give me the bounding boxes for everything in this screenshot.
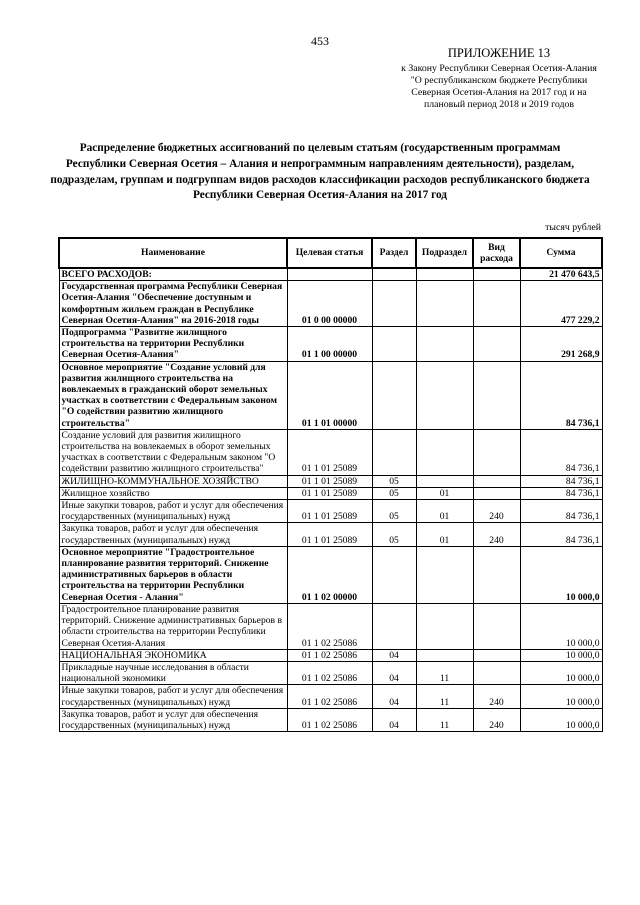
table-row: [59, 649, 602, 661]
cell-type: [473, 546, 520, 603]
table-row: [59, 268, 602, 281]
cell-subsection: 01: [416, 523, 473, 546]
page-number: 453: [311, 34, 329, 48]
cell-sum: 10 000,0: [520, 661, 602, 684]
header-type: Вид расхода: [473, 238, 520, 268]
cell-type: [473, 487, 520, 499]
cell-type: [473, 475, 520, 487]
cell-sum: 291 268,9: [520, 327, 602, 362]
table-header-row: [59, 238, 602, 268]
cell-name: Закупка товаров, работ и услуг для обеспечения государственных (муниципальных) нужд: [59, 708, 287, 731]
cell-name: Создание условий для развития жилищного строительства на вовлекаемых в оборот земельных участках в соответствии с Федеральным законом "О содействии развитию жилищного строительства": [59, 429, 287, 475]
cell-type: 240: [473, 500, 520, 523]
header-name: Наименование: [59, 238, 287, 268]
cell-name: Жилищное хозяйство: [59, 487, 287, 499]
table-row: [59, 603, 602, 649]
cell-sum: 10 000,0: [520, 546, 602, 603]
cell-section: 04: [372, 661, 416, 684]
cell-section: 04: [372, 649, 416, 661]
cell-subsection: [416, 429, 473, 475]
cell-target: 01 1 02 25086: [287, 708, 372, 731]
cell-name: Основное мероприятие "Градостроительное планирование развития территорий. Снижение административных барьеров в области строительства на территории Республики Северная Осетия - Алания": [59, 546, 287, 603]
cell-name: Прикладные научные исследования в области национальной экономики: [59, 661, 287, 684]
cell-target: 01 1 01 25089: [287, 429, 372, 475]
cell-type: 240: [473, 523, 520, 546]
cell-target: 01 0 00 00000: [287, 281, 372, 327]
cell-section: [372, 546, 416, 603]
appendix-title: ПРИЛОЖЕНИЕ 13: [447, 46, 551, 60]
cell-sum: 84 736,1: [520, 523, 602, 546]
cell-section: [372, 361, 416, 429]
table-row: [59, 475, 602, 487]
cell-subsection: [416, 361, 473, 429]
cell-section: 04: [372, 685, 416, 708]
cell-name: Подпрограмма "Развитие жилищного строительства на территории Республики Северная Осетия-Алания": [59, 327, 287, 362]
table-row: [59, 685, 602, 708]
cell-subsection: [416, 649, 473, 661]
cell-name: ВСЕГО РАСХОДОВ:: [59, 268, 287, 281]
cell-type: [473, 649, 520, 661]
cell-section: 05: [372, 487, 416, 499]
cell-type: [473, 361, 520, 429]
cell-subsection: 11: [416, 708, 473, 731]
header-sum: Сумма: [520, 238, 602, 268]
cell-target: 01 1 02 25086: [287, 603, 372, 649]
cell-sum: 10 000,0: [520, 708, 602, 731]
cell-sum: 84 736,1: [520, 361, 602, 429]
cell-name: Основное мероприятие "Создание условий для развития жилищного строительства на вовлекаемых в гражданский оборот земельных участках в соответствии с Федеральным законом "О содействии развитию жилищного строительства": [59, 361, 287, 429]
cell-section: 04: [372, 708, 416, 731]
cell-name: ЖИЛИЩНО-КОММУНАЛЬНОЕ ХОЗЯЙСТВО: [59, 475, 287, 487]
cell-sum: 84 736,1: [520, 487, 602, 499]
cell-type: [473, 661, 520, 684]
cell-section: [372, 281, 416, 327]
cell-type: [473, 327, 520, 362]
cell-target: 01 1 02 25086: [287, 661, 372, 684]
cell-subsection: 11: [416, 685, 473, 708]
table-row: [59, 546, 602, 603]
units-label: тысяч рублей: [545, 222, 601, 233]
cell-target: 01 1 01 00000: [287, 361, 372, 429]
cell-name: Иные закупки товаров, работ и услуг для обеспечения государственных (муниципальных) нужд: [59, 685, 287, 708]
cell-subsection: 01: [416, 500, 473, 523]
cell-target: 01 1 01 25089: [287, 487, 372, 499]
table-row: [59, 281, 602, 327]
table-row: [59, 361, 602, 429]
table-body: [59, 268, 602, 732]
cell-sum: 84 736,1: [520, 500, 602, 523]
table-row: [59, 500, 602, 523]
cell-subsection: [416, 268, 473, 281]
cell-target: 01 1 02 25086: [287, 685, 372, 708]
cell-type: [473, 429, 520, 475]
cell-target: 01 1 01 25089: [287, 500, 372, 523]
cell-subsection: [416, 327, 473, 362]
cell-section: 05: [372, 475, 416, 487]
cell-type: 240: [473, 708, 520, 731]
cell-type: [473, 603, 520, 649]
cell-name: Закупка товаров, работ и услуг для обеспечения государственных (муниципальных) нужд: [59, 523, 287, 546]
table-row: [59, 487, 602, 499]
cell-section: [372, 327, 416, 362]
table-row: [59, 523, 602, 546]
cell-section: [372, 268, 416, 281]
cell-sum: 10 000,0: [520, 649, 602, 661]
cell-section: [372, 429, 416, 475]
cell-type: [473, 268, 520, 281]
cell-target: 01 1 02 25086: [287, 649, 372, 661]
cell-subsection: [416, 281, 473, 327]
cell-sum: 84 736,1: [520, 475, 602, 487]
cell-subsection: [416, 475, 473, 487]
cell-target: [287, 268, 372, 281]
cell-subsection: [416, 546, 473, 603]
cell-target: 01 1 00 00000: [287, 327, 372, 362]
appendix-subtitle: к Закону Республики Северная Осетия-Алания "О республиканском бюджете Республики Северная Осетия-Алания на 2017 год и на плановый период 2018 и 2019 годов: [401, 63, 597, 110]
cell-subsection: 11: [416, 661, 473, 684]
cell-target: 01 1 01 25089: [287, 523, 372, 546]
cell-name: Государственная программа Республики Северная Осетия-Алания "Обеспечение доступным и комфортным жильем граждан в Республике Северная Осетия-Алания" на 2016-2018 годы: [59, 281, 287, 327]
document-title: Распределение бюджетных ассигнований по целевым статьям (государственным программам Республики Северная Осетия – Алания и непрограммным направлениям деятельности), разделам, подразделам, группам и подгруппам видов расходов классификации расходов республиканского бюджета Республики Северная Осетия-Алания на 2017 год: [50, 142, 590, 202]
cell-target: 01 1 01 25089: [287, 475, 372, 487]
cell-target: 01 1 02 00000: [287, 546, 372, 603]
cell-sum: 10 000,0: [520, 685, 602, 708]
header-section: Раздел: [372, 238, 416, 268]
table-row: [59, 661, 602, 684]
appendix-block: [400, 46, 598, 111]
table-row: [59, 708, 602, 731]
cell-type: [473, 281, 520, 327]
cell-type: 240: [473, 685, 520, 708]
cell-subsection: [416, 603, 473, 649]
cell-section: 05: [372, 523, 416, 546]
cell-section: [372, 603, 416, 649]
header-target: Целевая статья: [287, 238, 372, 268]
cell-name: Иные закупки товаров, работ и услуг для обеспечения государственных (муниципальных) нужд: [59, 500, 287, 523]
header-subsection: Подраздел: [416, 238, 473, 268]
table-row: [59, 429, 602, 475]
cell-section: 05: [372, 500, 416, 523]
cell-name: НАЦИОНАЛЬНАЯ ЭКОНОМИКА: [59, 649, 287, 661]
table-row: [59, 327, 602, 362]
cell-sum: 21 470 643,5: [520, 268, 602, 281]
cell-sum: 10 000,0: [520, 603, 602, 649]
budget-table: [58, 237, 603, 732]
cell-sum: 477 229,2: [520, 281, 602, 327]
cell-sum: 84 736,1: [520, 429, 602, 475]
cell-name: Градостроительное планирование развития территорий. Снижение административных барьеров в области строительства на территории Республики Северная Осетия-Алания: [59, 603, 287, 649]
cell-subsection: 01: [416, 487, 473, 499]
